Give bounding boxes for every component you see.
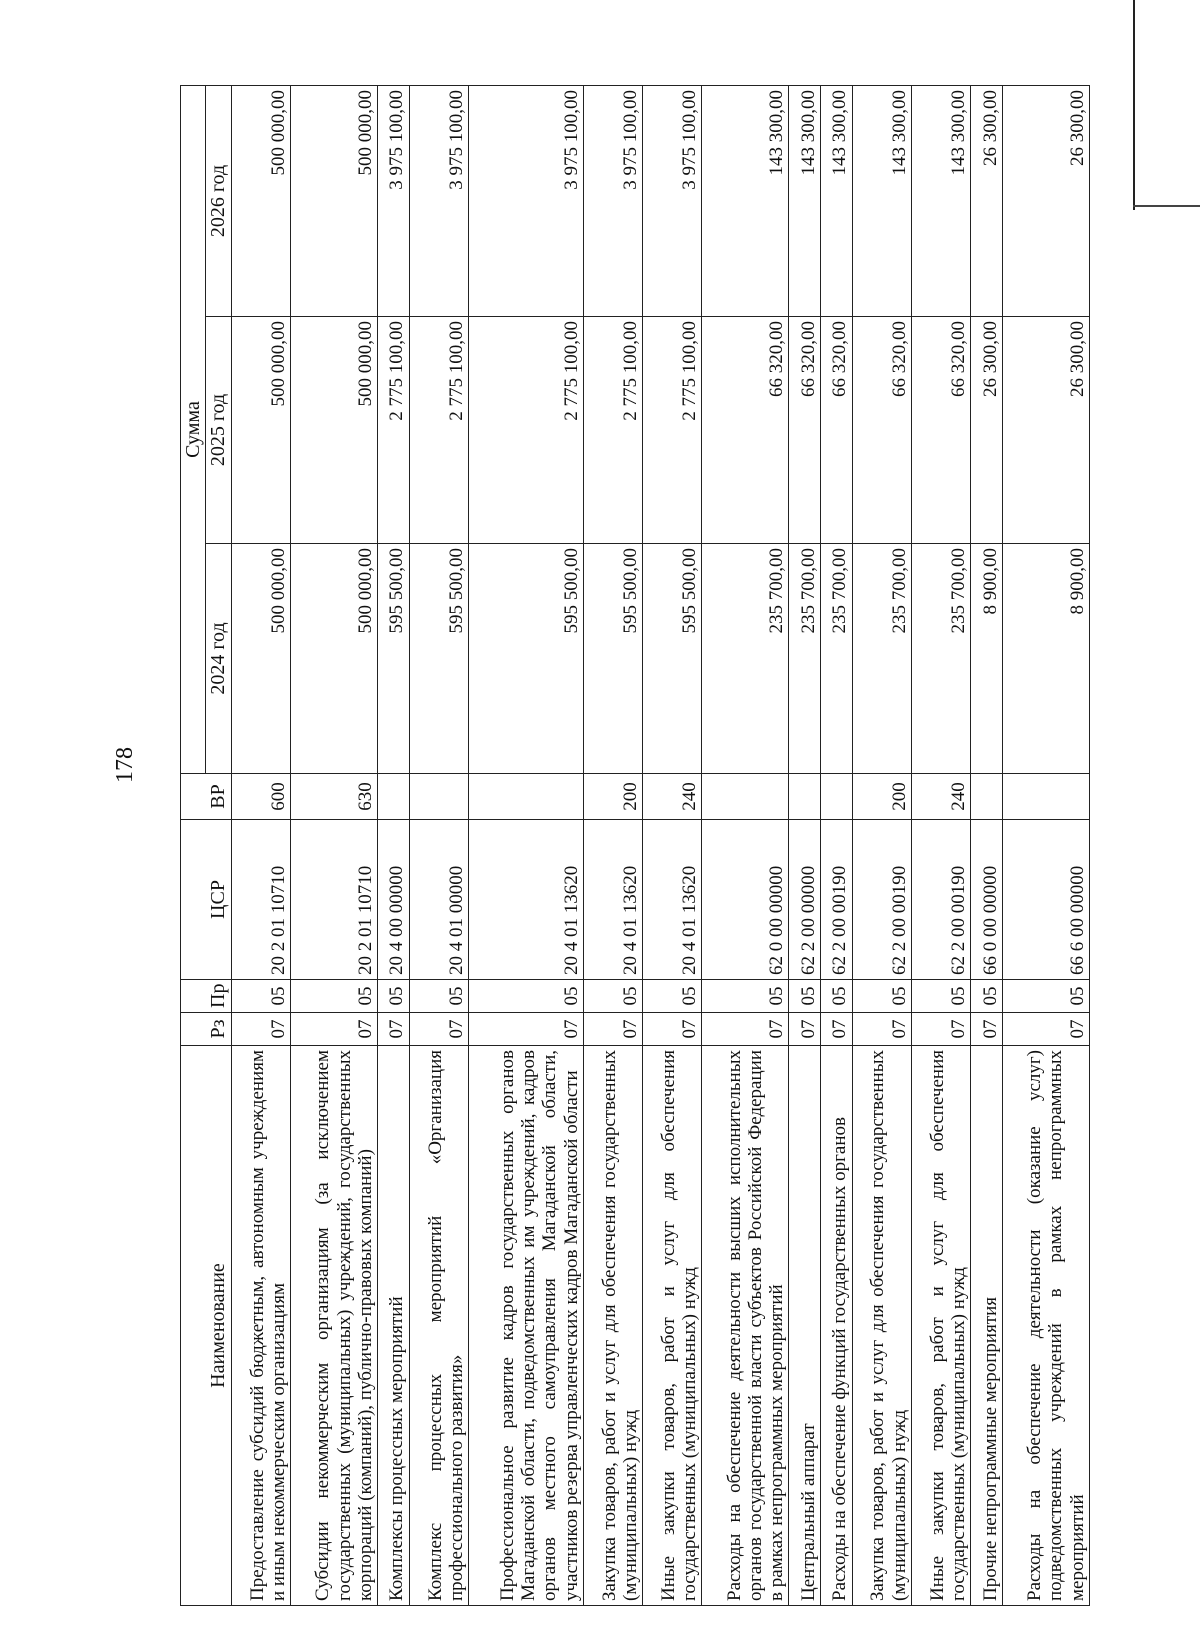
row-pr: 05 <box>291 980 378 1013</box>
row-name: Прочие непрограммные мероприятия <box>971 1046 1003 1606</box>
row-sum-2025: 66 320,00 <box>852 317 911 544</box>
row-name: Закупка товаров, работ и услуг для обеспечения государственных (муниципальных) нужд <box>583 1046 642 1606</box>
table-row <box>291 85 378 1605</box>
row-sum-2025: 26 300,00 <box>1002 317 1089 544</box>
table-row <box>789 85 821 1605</box>
row-sum-2024: 235 700,00 <box>702 544 789 774</box>
rotated-page-content <box>180 86 1090 1606</box>
row-rz: 07 <box>911 1013 970 1046</box>
header-pr: Пр <box>181 980 232 1013</box>
row-sum-2025: 66 320,00 <box>702 317 789 544</box>
row-sum-2026: 143 300,00 <box>789 85 821 316</box>
row-name: Субсидии некоммерческим организациям (за исключением государственных (муниципальных) учреждений, государственных корпораций (компаний), публично-правовых компаний) <box>291 1046 378 1606</box>
row-csr: 62 0 00 00000 <box>702 820 789 980</box>
row-pr: 05 <box>1002 980 1089 1013</box>
row-name: Комплекс процессных мероприятий «Организация профессионального развития» <box>409 1046 468 1606</box>
row-pr: 05 <box>583 980 642 1013</box>
row-vr: 200 <box>852 774 911 820</box>
table-row <box>852 85 911 1605</box>
header-csr: ЦСР <box>181 820 232 980</box>
row-sum-2026: 26 300,00 <box>971 85 1003 316</box>
row-sum-2024: 500 000,00 <box>291 544 378 774</box>
row-name: Профессиональное развитие кадров государственных органов Магаданской области, подведомственных им учреждений, кадров органов местного самоуправления Магаданской области, участников резерва управленческих кадров Магаданской области <box>469 1046 584 1606</box>
header-year-2026: 2026 год <box>206 85 231 316</box>
row-sum-2025: 26 300,00 <box>971 317 1003 544</box>
row-vr <box>378 774 410 820</box>
row-pr: 05 <box>378 980 410 1013</box>
row-sum-2024: 595 500,00 <box>583 544 642 774</box>
row-sum-2026: 143 300,00 <box>911 85 970 316</box>
row-rz: 07 <box>583 1013 642 1046</box>
row-rz: 07 <box>469 1013 584 1046</box>
row-csr: 62 2 00 00190 <box>821 820 853 980</box>
row-sum-2025: 66 320,00 <box>821 317 853 544</box>
row-sum-2025: 500 000,00 <box>231 317 290 544</box>
row-rz: 07 <box>409 1013 468 1046</box>
row-sum-2025: 66 320,00 <box>789 317 821 544</box>
row-csr: 20 4 00 00000 <box>378 820 410 980</box>
row-vr <box>409 774 468 820</box>
row-sum-2026: 143 300,00 <box>821 85 853 316</box>
row-sum-2025: 2 775 100,00 <box>409 317 468 544</box>
row-vr: 600 <box>231 774 290 820</box>
table-row <box>409 85 468 1605</box>
row-vr <box>971 774 1003 820</box>
row-sum-2026: 26 300,00 <box>1002 85 1089 316</box>
row-csr: 66 0 00 00000 <box>971 820 1003 980</box>
page-number: 178 <box>112 747 138 783</box>
row-rz: 07 <box>378 1013 410 1046</box>
row-sum-2025: 2 775 100,00 <box>469 317 584 544</box>
row-sum-2026: 500 000,00 <box>231 85 290 316</box>
budget-table <box>180 85 1090 1606</box>
row-pr: 05 <box>852 980 911 1013</box>
table-row <box>643 85 702 1605</box>
table-row <box>231 85 290 1605</box>
row-csr: 20 4 01 13620 <box>643 820 702 980</box>
row-rz: 07 <box>789 1013 821 1046</box>
row-pr: 05 <box>469 980 584 1013</box>
row-pr: 05 <box>971 980 1003 1013</box>
row-csr: 20 4 01 13620 <box>469 820 584 980</box>
row-name: Расходы на обеспечение функций государственных органов <box>821 1046 853 1606</box>
row-sum-2026: 3 975 100,00 <box>378 85 410 316</box>
row-vr <box>1002 774 1089 820</box>
row-vr: 200 <box>583 774 642 820</box>
row-pr: 05 <box>821 980 853 1013</box>
scan-edge-line <box>1133 205 1200 207</box>
row-sum-2025: 2 775 100,00 <box>583 317 642 544</box>
row-rz: 07 <box>231 1013 290 1046</box>
table-row <box>911 85 970 1605</box>
row-sum-2024: 595 500,00 <box>469 544 584 774</box>
row-rz: 07 <box>852 1013 911 1046</box>
row-name: Комплексы процессных мероприятий <box>378 1046 410 1606</box>
row-vr <box>469 774 584 820</box>
row-csr: 62 2 00 00190 <box>911 820 970 980</box>
row-sum-2026: 143 300,00 <box>702 85 789 316</box>
row-name: Иные закупки товаров, работ и услуг для обеспечения государственных (муниципальных) нужд <box>643 1046 702 1606</box>
header-vr: ВР <box>181 774 232 820</box>
row-sum-2026: 3 975 100,00 <box>469 85 584 316</box>
row-sum-2024: 595 500,00 <box>643 544 702 774</box>
row-vr <box>702 774 789 820</box>
row-name: Закупка товаров, работ и услуг для обеспечения государственных (муниципальных) нужд <box>852 1046 911 1606</box>
row-pr: 05 <box>702 980 789 1013</box>
row-vr: 240 <box>911 774 970 820</box>
table-row <box>1002 85 1089 1605</box>
row-sum-2025: 2 775 100,00 <box>378 317 410 544</box>
row-sum-2024: 235 700,00 <box>821 544 853 774</box>
row-sum-2026: 3 975 100,00 <box>643 85 702 316</box>
row-sum-2024: 8 900,00 <box>1002 544 1089 774</box>
row-sum-2025: 2 775 100,00 <box>643 317 702 544</box>
row-sum-2025: 500 000,00 <box>291 317 378 544</box>
row-vr: 630 <box>291 774 378 820</box>
table-row <box>583 85 642 1605</box>
row-name: Предоставление субсидий бюджетным, автономным учреждениям и иным некоммерческим организациям <box>231 1046 290 1606</box>
table-row <box>469 85 584 1605</box>
row-csr: 62 2 00 00190 <box>852 820 911 980</box>
row-sum-2024: 595 500,00 <box>378 544 410 774</box>
row-rz: 07 <box>291 1013 378 1046</box>
scan-edge-line <box>1133 0 1135 210</box>
row-sum-2024: 8 900,00 <box>971 544 1003 774</box>
row-pr: 05 <box>231 980 290 1013</box>
header-year-2024: 2024 год <box>206 544 231 774</box>
row-csr: 20 4 01 13620 <box>583 820 642 980</box>
row-sum-2025: 66 320,00 <box>911 317 970 544</box>
row-csr: 20 2 01 10710 <box>231 820 290 980</box>
row-sum-2024: 235 700,00 <box>789 544 821 774</box>
row-sum-2024: 500 000,00 <box>231 544 290 774</box>
row-sum-2024: 595 500,00 <box>409 544 468 774</box>
row-rz: 07 <box>821 1013 853 1046</box>
row-name: Центральный аппарат <box>789 1046 821 1606</box>
row-sum-2024: 235 700,00 <box>911 544 970 774</box>
row-name: Расходы на обеспечение деятельности высших исполнительных органов государственной власти субъектов Российской Федерации в рамках непрограммных мероприятий <box>702 1046 789 1606</box>
header-name: Наименование <box>181 1046 232 1606</box>
row-vr <box>789 774 821 820</box>
row-rz: 07 <box>702 1013 789 1046</box>
row-rz: 07 <box>1002 1013 1089 1046</box>
row-name: Расходы на обеспечение деятельности (оказание услуг) подведомственных учреждений в рамках непрограммных мероприятий <box>1002 1046 1089 1606</box>
row-pr: 05 <box>789 980 821 1013</box>
header-rz: Рз <box>181 1013 232 1046</box>
row-name: Иные закупки товаров, работ и услуг для обеспечения государственных (муниципальных) нужд <box>911 1046 970 1606</box>
row-vr <box>821 774 853 820</box>
row-sum-2026: 500 000,00 <box>291 85 378 316</box>
table-row <box>971 85 1003 1605</box>
table-row <box>378 85 410 1605</box>
row-sum-2026: 143 300,00 <box>852 85 911 316</box>
row-rz: 07 <box>643 1013 702 1046</box>
row-pr: 05 <box>911 980 970 1013</box>
row-sum-2026: 3 975 100,00 <box>409 85 468 316</box>
row-sum-2026: 3 975 100,00 <box>583 85 642 316</box>
row-pr: 05 <box>643 980 702 1013</box>
row-pr: 05 <box>409 980 468 1013</box>
header-sum: Сумма <box>181 85 206 773</box>
table-row <box>702 85 789 1605</box>
row-csr: 20 4 01 00000 <box>409 820 468 980</box>
row-csr: 66 6 00 00000 <box>1002 820 1089 980</box>
row-vr: 240 <box>643 774 702 820</box>
header-year-2025: 2025 год <box>206 317 231 544</box>
row-sum-2024: 235 700,00 <box>852 544 911 774</box>
table-row <box>821 85 853 1605</box>
row-rz: 07 <box>971 1013 1003 1046</box>
row-csr: 20 2 01 10710 <box>291 820 378 980</box>
row-csr: 62 2 00 00000 <box>789 820 821 980</box>
